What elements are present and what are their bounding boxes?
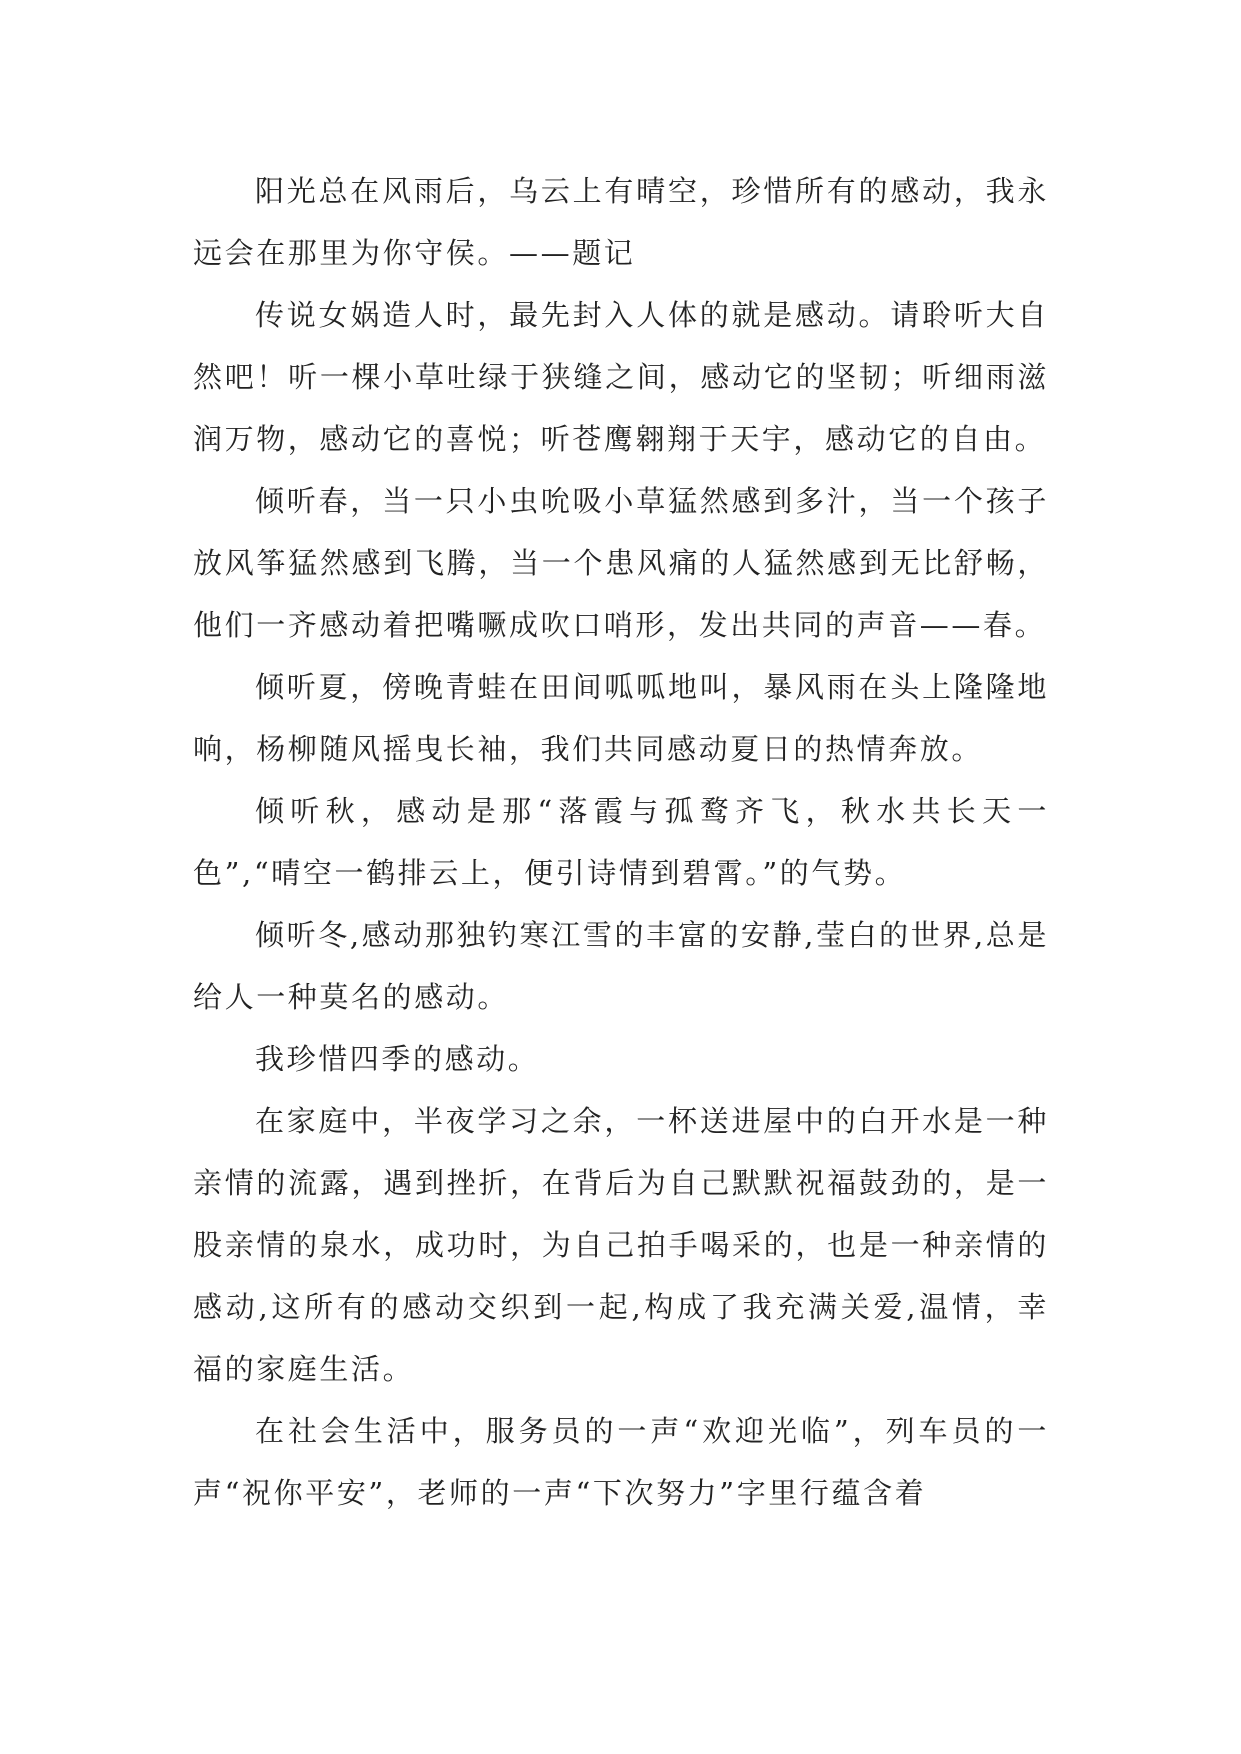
paragraph-autumn: 倾听秋，感动是那“落霞与孤鹜齐飞，秋水共长天一色”,“晴空一鹤排云上，便引诗情到碧霄。”的气势。 [193, 794, 1049, 890]
paragraph-winter: 倾听冬,感动那独钓寒江雪的丰富的安静,莹白的世界,总是给人一种莫名的感动。 [193, 918, 1049, 1014]
paragraph-family: 在家庭中，半夜学习之余，一杯送进屋中的白开水是一种亲情的流露，遇到挫折，在背后为自己默默祝福鼓劲的，是一股亲情的泉水，成功时，为自己拍手喝采的，也是一种亲情的感动,这所有的感动交织到一起,构成了我充满关爱,温情，幸福的家庭生活。 [193, 1104, 1049, 1386]
article-body [193, 160, 1049, 1524]
paragraph-nature: 传说女娲造人时，最先封入人体的就是感动。请聆听大自然吧！听一棵小草吐绿于狭缝之间，感动它的坚韧；听细雨滋润万物，感动它的喜悦；听苍鹰翱翔于天宇，感动它的自由。 [193, 298, 1049, 456]
paragraph-spring: 倾听春，当一只小虫吮吸小草猛然感到多汁，当一个孩子放风筝猛然感到飞腾，当一个患风痛的人猛然感到无比舒畅，他们一齐感动着把嘴噘成吹口哨形，发出共同的声音——春。 [193, 484, 1049, 642]
paragraph-seasons: 我珍惜四季的感动。 [255, 1042, 540, 1076]
paragraph-society: 在社会生活中，服务员的一声“欢迎光临”，列车员的一声“祝你平安”，老师的一声“下次努力”字里行蕴含着 [193, 1414, 1049, 1510]
paragraph-epigraph: 阳光总在风雨后，乌云上有晴空，珍惜所有的感动，我永远会在那里为你守侯。——题记 [193, 174, 1049, 270]
paragraph-summer: 倾听夏，傍晚青蛙在田间呱呱地叫，暴风雨在头上隆隆地响，杨柳随风摇曳长袖，我们共同感动夏日的热情奔放。 [193, 670, 1049, 766]
